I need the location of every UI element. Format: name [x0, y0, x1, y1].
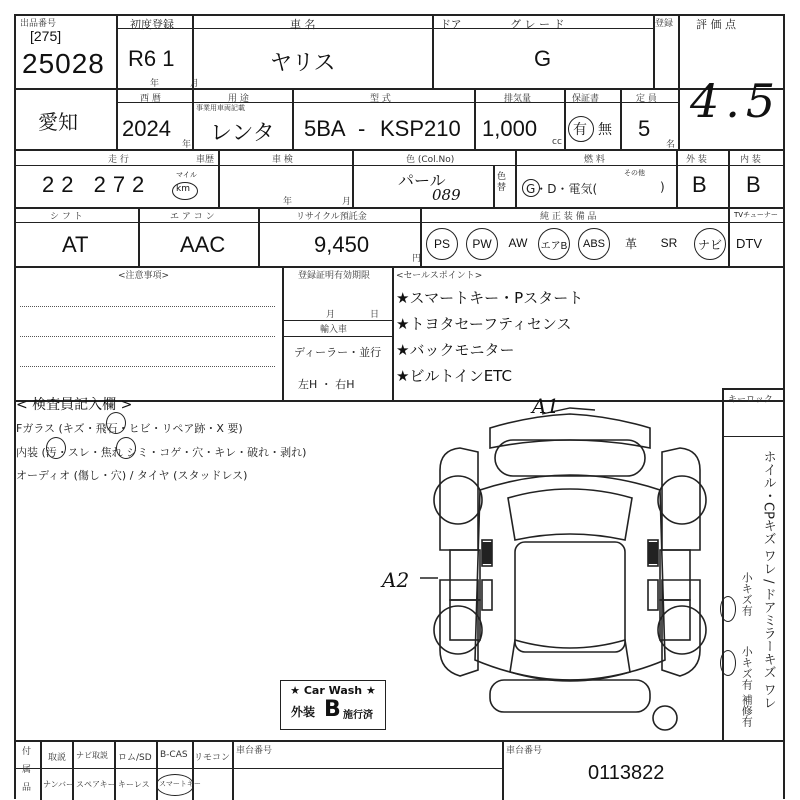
- car-windshield: [508, 489, 632, 540]
- option-airbag: エアB: [538, 228, 570, 260]
- side-text-3: 小キズ有: [740, 646, 754, 690]
- sales-label: <セールスポイント>: [396, 271, 483, 281]
- vehicle-no-label: 車台番号: [236, 746, 273, 756]
- interior-label: 内 装: [740, 155, 761, 165]
- lot-label: 出品番号: [20, 19, 57, 29]
- h-r4-labels: [14, 222, 784, 223]
- model-label: 型 式: [370, 94, 391, 104]
- v-r3-f: [728, 149, 730, 207]
- row2-bottom: [14, 149, 678, 151]
- warranty-no: 無: [598, 122, 612, 138]
- caution-line-2: [20, 336, 275, 337]
- item-spare-key: スペアキー: [76, 780, 116, 789]
- import-drive: 左H ・ 右H: [298, 378, 355, 391]
- reg-day: 日: [370, 310, 380, 320]
- warranty-label: 保証書: [572, 94, 600, 104]
- option-leather: 革: [624, 236, 637, 251]
- import-label: 輸入車: [320, 325, 348, 335]
- item-keyless: キーレス: [118, 780, 150, 789]
- footer-mid: [14, 768, 502, 769]
- item-bcas: B-CAS: [160, 750, 188, 760]
- item-navi-manual: ナビ取説: [76, 751, 108, 760]
- recycle-value: 9,450: [314, 232, 370, 257]
- car-rear-bumper: [490, 680, 650, 712]
- v-f-d: [156, 740, 158, 800]
- v-r3-d: [515, 149, 517, 207]
- v-f-f: [232, 740, 234, 800]
- capacity: 5: [638, 116, 651, 141]
- recycle-unit: 円: [412, 254, 422, 264]
- item-remote: リモコン: [194, 753, 231, 763]
- car-body-outline: [475, 475, 665, 680]
- first-reg-unit: 年 月: [150, 79, 213, 89]
- hw-circle-burn: [116, 437, 136, 459]
- mileage-label: 走 行: [108, 155, 129, 165]
- exterior-value: B: [692, 172, 707, 197]
- hw-circle-side-1: [720, 596, 736, 622]
- color-name: パール: [398, 171, 446, 190]
- car-front-bumper: [495, 440, 645, 476]
- spare-tire-mark: [653, 706, 677, 730]
- shift-label: シ フ ト: [50, 212, 83, 222]
- shift-value: AT: [62, 232, 89, 257]
- v-r4-b: [258, 207, 260, 266]
- attach-label-1: 付: [22, 747, 32, 757]
- car-name-label: 車 名: [290, 18, 316, 31]
- sales-point-1: ★スマートキー・Pスタート: [396, 289, 584, 307]
- reg-month: 月: [326, 310, 336, 320]
- attach-label-3: 品: [22, 783, 32, 793]
- v-r1-c: [432, 14, 434, 88]
- v-keylock: [722, 388, 724, 740]
- keylock-label: キーロック: [728, 395, 773, 405]
- disp-label: 排気量: [504, 94, 532, 104]
- window-right: [648, 580, 658, 610]
- mirror-left-fill: [482, 542, 492, 564]
- inspection-label: 車 検: [272, 155, 293, 165]
- mileage-unit-km: km: [176, 184, 190, 194]
- h-keylock-top: [722, 388, 784, 390]
- option-ps: PS: [426, 228, 458, 260]
- model-code: KSP210: [380, 116, 461, 141]
- fender-rear-right: [662, 580, 700, 676]
- aircon-label: エ ア コ ン: [170, 212, 215, 222]
- v-notes-a: [282, 266, 284, 400]
- frame-right: [783, 14, 785, 799]
- use-sub: 事業用車両記載: [196, 104, 245, 112]
- row2-bottom-r: [678, 149, 783, 151]
- equipment-label: 純 正 装 備 品: [540, 212, 597, 222]
- side-text-1: ホイル・CPキズ ワレ / ドアミラーキズ ワレ: [760, 450, 776, 709]
- exterior-label: 外 装: [686, 155, 707, 165]
- row3-bottom: [14, 207, 784, 209]
- option-abs: ABS: [578, 228, 610, 260]
- capacity-unit: 名: [666, 140, 676, 150]
- h-notes-b: [282, 336, 392, 337]
- v-rating: [678, 14, 680, 149]
- v-r4-d: [728, 207, 730, 266]
- first-reg-label: 初度登録: [130, 18, 174, 31]
- car-name: ヤリス: [270, 51, 336, 76]
- tv-label: TVチューナー: [734, 211, 778, 219]
- year-unit: 年: [182, 140, 192, 150]
- hw-circle-side-2: [720, 650, 736, 676]
- v-r2-d: [474, 88, 476, 149]
- mark-a1: A1: [532, 394, 560, 418]
- rating-label: 評 価 点: [696, 18, 736, 31]
- hw-circle-chip: [106, 412, 126, 434]
- side-text-4: 補修有: [740, 694, 754, 727]
- first-reg-value: R6 1: [128, 46, 175, 71]
- v-f-b: [72, 740, 74, 800]
- side-text-2: 小キズ有: [740, 572, 754, 616]
- car-rear-window: [510, 640, 630, 681]
- warranty-yes: 有: [573, 122, 587, 138]
- lot-number: 25028: [22, 48, 105, 79]
- hw-circle-dirt: [46, 437, 66, 459]
- row1-bottom: [14, 88, 784, 90]
- caution-line-1: [20, 306, 275, 307]
- h-notes-a: [282, 320, 392, 321]
- inspection-line-1: Fガラス (キズ・飛石・ヒビ・リペア跡・X 要): [16, 422, 243, 435]
- door-left-front: [450, 550, 480, 600]
- h-r1-labels: [116, 28, 653, 29]
- item-manual: 取説: [48, 753, 67, 763]
- v-r2-e: [564, 88, 566, 149]
- option-dtv: DTV: [736, 235, 762, 251]
- inspection-title: < 検査員記入欄 >: [16, 397, 133, 413]
- carwash-title: ★ Car Wash ★: [290, 684, 376, 697]
- mark-a2: A2: [382, 568, 410, 592]
- door-label: ドア: [440, 18, 462, 31]
- option-sr: SR: [660, 236, 678, 250]
- option-aw: AW: [508, 236, 528, 250]
- door-right-front: [660, 550, 690, 600]
- inspection-line-2: 内装 (汚・スレ・焦れ シミ・コゲ・穴・キレ・破れ・剥れ): [16, 446, 307, 459]
- v-r2-f: [620, 88, 622, 149]
- lot-bracket: [275]: [30, 28, 62, 44]
- item-rom-sd: ロム/SD: [118, 753, 152, 763]
- v-f-g: [502, 740, 504, 800]
- option-pw: PW: [466, 228, 498, 260]
- attach-label-2: 属: [22, 765, 32, 775]
- fuel-label: 燃 料: [584, 155, 605, 165]
- v-notes-b: [392, 266, 394, 400]
- item-smart-key: スマートキー: [159, 780, 201, 788]
- aircon-value: AAC: [180, 232, 226, 257]
- v-r3-a: [218, 149, 220, 207]
- sales-point-4: ★ビルトインETC: [396, 367, 512, 385]
- inspection-month: 月: [342, 197, 352, 207]
- mileage-unit-mile: マイル: [176, 171, 197, 179]
- caution-label: <注意事項>: [118, 271, 170, 281]
- fender-front-left: [440, 448, 478, 550]
- color-code: 089: [432, 186, 461, 204]
- inspection-line-3: オーディオ (傷し・穴) / タイヤ (スタッドレス): [16, 469, 248, 482]
- wheel-rear-right: [658, 606, 706, 654]
- car-roof-front: [490, 414, 650, 448]
- fuel-options: G・D・電気(: [526, 182, 598, 196]
- year-label: 西 暦: [140, 94, 161, 104]
- disp-unit: cc: [552, 137, 562, 147]
- color-label: 色 (Col.No): [406, 155, 455, 165]
- fuel-other: その他: [624, 169, 645, 177]
- h-keylock-bottom: [722, 436, 784, 437]
- h-r3-labels: [14, 165, 784, 166]
- v-r3-e: [676, 149, 678, 207]
- reg-expiry-label: 登録証明有効期限: [298, 271, 371, 281]
- reg-label: 登録: [655, 19, 674, 29]
- mirror-right-fill: [648, 542, 658, 564]
- carwash-grade: B: [324, 697, 341, 722]
- rating-score: 4.5: [690, 74, 782, 128]
- wheel-rear-left: [434, 606, 482, 654]
- fender-front-right: [662, 448, 700, 550]
- v-f-c: [114, 740, 116, 800]
- caution-line-3: [20, 366, 275, 367]
- wheel-front-right: [658, 476, 706, 524]
- v-r3-c: [493, 165, 495, 207]
- displacement: 1,000: [482, 116, 538, 141]
- fender-rear-left: [440, 580, 478, 676]
- v-r2-a: [116, 88, 118, 149]
- item-number: ナンバー: [43, 780, 75, 789]
- recycle-label: リサイクル預託金: [296, 212, 367, 222]
- use-label: 用 途: [228, 94, 249, 104]
- grade-value: G: [534, 46, 552, 71]
- import-dealer: ディーラー・並行: [294, 346, 382, 359]
- chassis-label: 車台番号: [506, 746, 543, 756]
- mileage-value: 22 272: [42, 172, 152, 197]
- model-prefix: 5BA: [304, 116, 346, 141]
- v-r2-b: [192, 88, 194, 149]
- region: 愛知: [38, 110, 78, 134]
- v-f-e: [192, 740, 194, 800]
- color-change-label: 色替: [497, 172, 507, 193]
- wheel-front-left: [434, 476, 482, 524]
- sales-point-3: ★バックモニター: [396, 341, 515, 359]
- v-r4-a: [138, 207, 140, 266]
- footer-top: [14, 740, 784, 742]
- car-damage-diagram: [420, 400, 720, 735]
- option-navi: ナビ: [694, 228, 726, 260]
- v-r3-b: [352, 149, 354, 207]
- inspection-year: 年: [283, 197, 293, 207]
- grade-label: グ レ ー ド: [510, 18, 565, 31]
- model-dash: -: [358, 116, 366, 141]
- car-cabin: [515, 542, 625, 652]
- v-r1-a: [116, 14, 118, 88]
- v-f-a: [40, 740, 42, 800]
- interior-value: B: [746, 172, 761, 197]
- carwash-suffix: 施行済: [343, 710, 373, 721]
- meter-label: 車歴: [196, 155, 215, 165]
- fuel-close: ): [660, 180, 665, 194]
- capacity-label: 定 員: [636, 94, 657, 104]
- carwash-stamp: [280, 680, 386, 730]
- use-value: レンタ: [210, 121, 275, 146]
- year-value: 2024: [122, 116, 171, 141]
- chassis-value: 0113822: [588, 762, 665, 784]
- carwash-prefix: 外装: [291, 705, 316, 719]
- sales-point-2: ★トヨタセーフティセンス: [396, 315, 572, 333]
- v-r2-c: [292, 88, 294, 149]
- window-left: [482, 580, 492, 610]
